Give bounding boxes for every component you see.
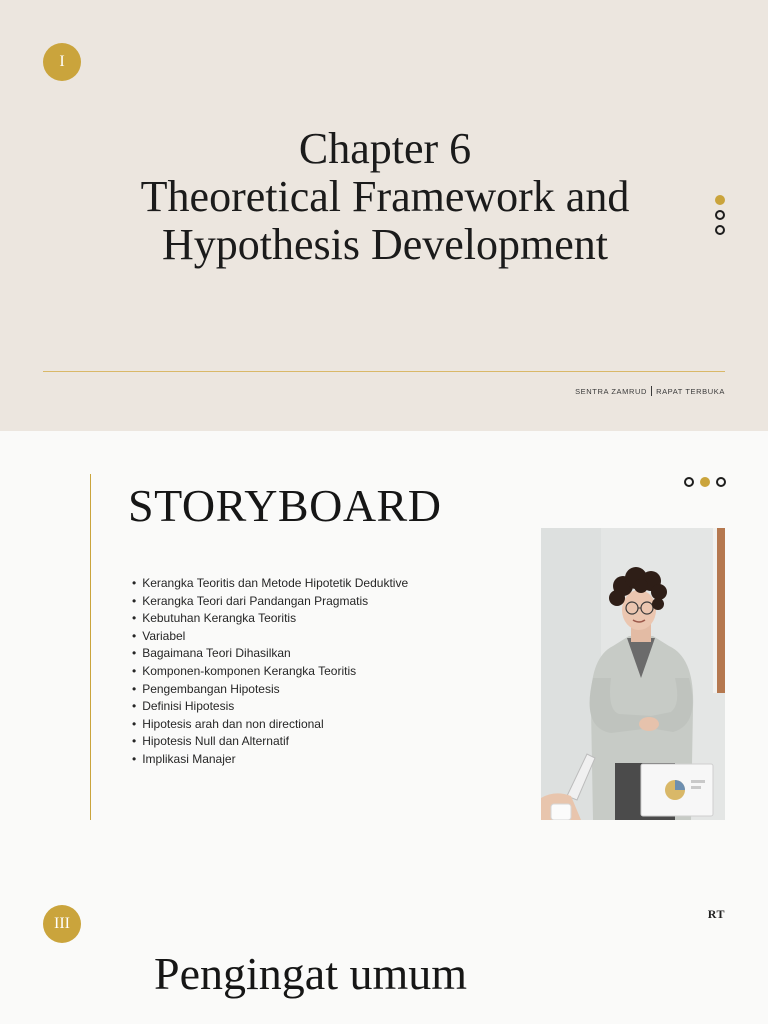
- page-number-badge: I: [43, 43, 81, 81]
- list-item: • Komponen-komponen Kerangka Teoritis: [132, 663, 408, 681]
- list-item: • Bagaimana Teori Dihasilkan: [132, 645, 408, 663]
- pagination-dot-filled-icon: [715, 195, 725, 205]
- slide-title: Pengingat umum: [154, 948, 468, 999]
- pagination-dot-outline-icon: [684, 477, 694, 487]
- page-number-badge: III: [43, 905, 81, 943]
- footer-org: SENTRA ZAMRUD: [575, 386, 648, 396]
- list-item: • Definisi Hipotesis: [132, 698, 408, 716]
- title-line: Hypothesis Development: [161, 220, 609, 269]
- footer-event: RAPAT TERBUKA: [656, 386, 725, 396]
- divider: [43, 371, 725, 372]
- footer-meta: [575, 386, 725, 396]
- topic-list: [132, 575, 408, 769]
- pagination-dots: [684, 477, 726, 487]
- reminder-slide: [0, 851, 768, 1024]
- brand-mark: RT: [707, 907, 725, 921]
- title-slide: [0, 0, 768, 431]
- list-item: • Kerangka Teori dari Pandangan Pragmatis: [132, 593, 408, 611]
- slide-title: [60, 125, 710, 269]
- title-line: Chapter 6: [298, 124, 472, 173]
- list-item: • Hipotesis arah dan non directional: [132, 716, 408, 734]
- pagination-dot-outline-icon: [715, 210, 725, 220]
- presenter-photo: [541, 528, 725, 820]
- pagination-dot-filled-icon: [700, 477, 710, 487]
- list-item: • Implikasi Manajer: [132, 751, 408, 769]
- list-item: • Kerangka Teoritis dan Metode Hipotetik Deduktive: [132, 575, 408, 593]
- pagination-dot-outline-icon: [716, 477, 726, 487]
- list-item: • Pengembangan Hipotesis: [132, 681, 408, 699]
- title-line: Theoretical Framework and: [140, 172, 630, 221]
- storyboard-title: STORYBOARD: [128, 480, 442, 531]
- pagination-dots: [715, 195, 725, 240]
- pagination-dot-outline-icon: [715, 225, 725, 235]
- list-item: • Hipotesis Null dan Alternatif: [132, 733, 408, 751]
- list-item: • Kebutuhan Kerangka Teoritis: [132, 610, 408, 628]
- footer-separator: [651, 386, 652, 396]
- list-item: • Variabel: [132, 628, 408, 646]
- accent-vertical-line: [90, 474, 91, 820]
- storyboard-slide: [0, 431, 768, 851]
